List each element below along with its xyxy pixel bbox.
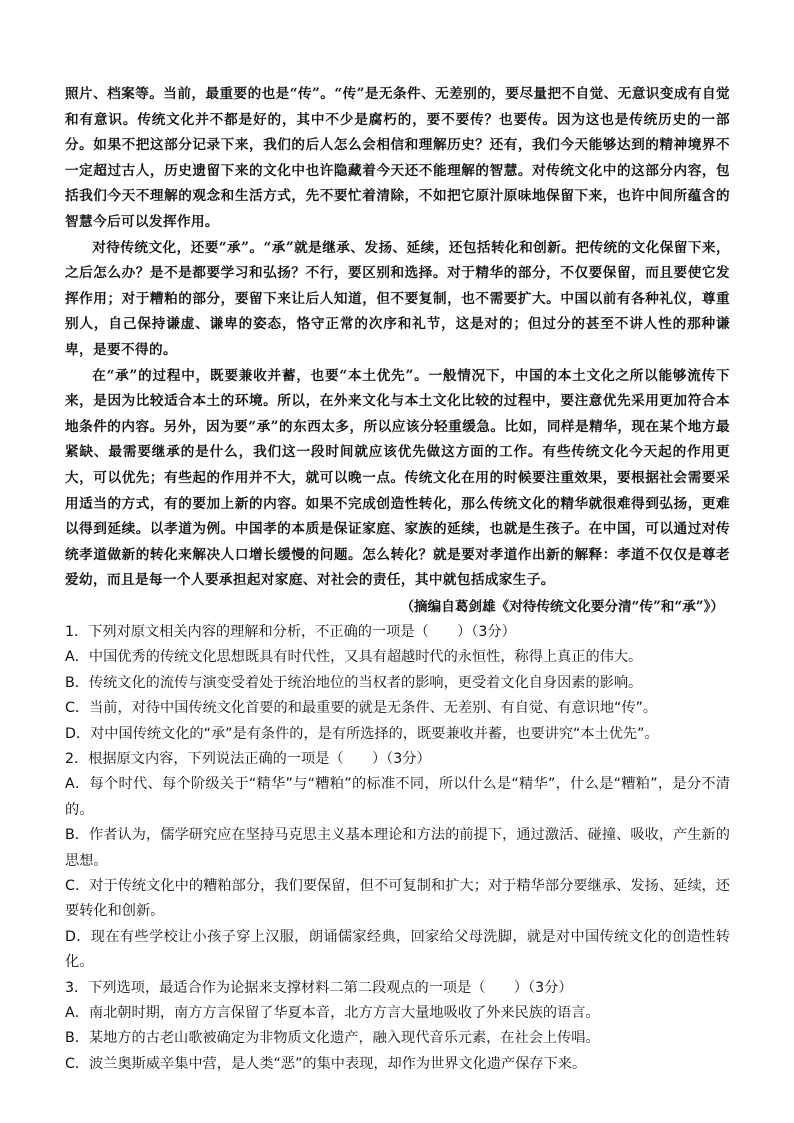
reading-passage	[65, 82, 730, 594]
question-1-option-a: A．中国优秀的传统文化思想既具有时代性，又具有超越时代的永恒性，称得上真正的伟大。	[65, 649, 643, 666]
question-list	[65, 620, 730, 1077]
question-1-stem: 1．下列对原文相关内容的理解和分析，不正确的一项是（ ）（3分）	[65, 623, 516, 640]
question-1-option-c: C．当前，对待中国传统文化首要的和最重要的就是无条件、无差别、有自觉、有意识地“传”。	[65, 700, 658, 717]
passage-paragraph-2: 对待传统文化，还要“承”。“承”就是继承、发扬、延续，还包括转化和创新。把传统的文化保留下来，之后怎么办？是不是都要学习和弘扬？不行，要区别和选择。对于精华的部分，不仅要保留，而且要使它发挥作用；对于糟粕的部分，要留下来让后人知道，但不要复制，也不需要扩大。中国以前有各种礼仪，尊重别人，自己保持谦虚、谦卑的姿态，恪守正常的次序和礼节，这是对的；但过分的甚至不讲人性的那种谦卑，是要不得的。	[65, 239, 730, 358]
passage-paragraph-1: 照片、档案等。当前，最重要的也是“传”。“传”是无条件、无差别的，要尽量把不自觉、无意识变成有自觉和有意识。传统文化并不都是好的，其中不少是腐朽的，要不要传？也要传。因为这也是传统历史的一部分。如果不把这部分记录下来，我们的后人怎么会相信和理解历史？还有，我们今天能够达到的精神境界不一定超过古人，历史遗留下来的文化中也许隐藏着今天还不能理解的智慧。对传统文化中的这部分内容，包括我们今天不理解的观念和生活方式，先不要忙着清除，不如把它原汁原味地保留下来，也许中间所蕴含的智慧今后可以发挥作用。	[65, 86, 730, 230]
passage-paragraph-3: 在“承”的过程中，既要兼收并蓄，也要“本土优先”。一般情况下，中国的本土文化之所以能够流传下来，是因为比较适合本土的环境。所以，在外来文化与本土文化比较的过程中，要注意优先采用更加符合本地条件的内容。另外，因为要“承”的东西太多，所以应该分轻重缓急。比如，同样是精华，现在某个地方最紧缺、最需要继承的是什么，我们这一段时间就应该优先做这方面的工作。有些传统文化今天起的作用更大，可以优先；有些起的作用并不大，就可以晚一点。传统文化在用的时候要注重效果，要根据社会需要采用适当的方式，有的要加上新的内容。如果不完成创造性转化，那么传统文化的精华就很难得到弘扬，更难以得到延续。以孝道为例。中国孝的本质是保证家庭、家族的延续，也就是生孩子。在中国，可以通过对传统孝道做新的转化来解决人口增长缓慢的问题。怎么转化？就是要对孝道作出新的解释：孝道不仅仅是尊老爱幼，而且是每一个人要承担起对家庭、对社会的责任，其中就包括成家生子。	[65, 367, 730, 589]
question-2-option-a: A．每个时代、每个阶级关于“精华”与“糟粕”的标准不同，所以什么是“精华”，什么是“糟粕”，是分不清的。	[65, 776, 730, 818]
question-3-option-b: B．某地方的古老山歌被确定为非物质文化遗产，融入现代音乐元素，在社会上传唱。	[65, 1030, 600, 1047]
question-3-stem: 3．下列选项，最适合作为论据来支撑材料二第二段观点的一项是（ ）（3分）	[65, 979, 573, 996]
question-2-option-d: D．现在有些学校让小孩子穿上汉服，朗诵儒家经典，回家给父母洗脚，就是对中国传统文化的创造性转化。	[65, 928, 730, 971]
question-1-option-b: B．传统文化的流传与演变受着处于统治地位的当权者的影响，更受着文化自身因素的影响。	[65, 674, 643, 691]
question-2-stem: 2．根据原文内容，下列说法正确的一项是（ ）（3分）	[65, 750, 431, 767]
question-2-option-c: C．对于传统文化中的糟粕部分，我们要保留，但不可复制和扩大；对于精华部分要继承、发扬、延续，还要转化和创新。	[65, 877, 730, 920]
question-2-option-b: B．作者认为，儒学研究应在坚持马克思主义基本理论和方法的前提下，通过激活、碰撞、吸收，产生新的思想。	[65, 827, 730, 869]
question-3-option-c: C．波兰奥斯威辛集中营，是人类“恶”的集中表现，却作为世界文化遗产保存下来。	[65, 1055, 587, 1072]
question-1-option-d: D．对中国传统文化的“承”是有条件的，是有所选择的，既要兼收并蓄，也要讲究“本土优先”。	[65, 725, 659, 742]
question-3-option-a: A．南北朝时期，南方方言保留了华夏本音，北方方言大量地吸收了外来民族的语言。	[65, 1004, 600, 1021]
passage-source: （摘编自葛剑雄《对待传统文化要分清“传”和“承”》）	[400, 598, 724, 615]
